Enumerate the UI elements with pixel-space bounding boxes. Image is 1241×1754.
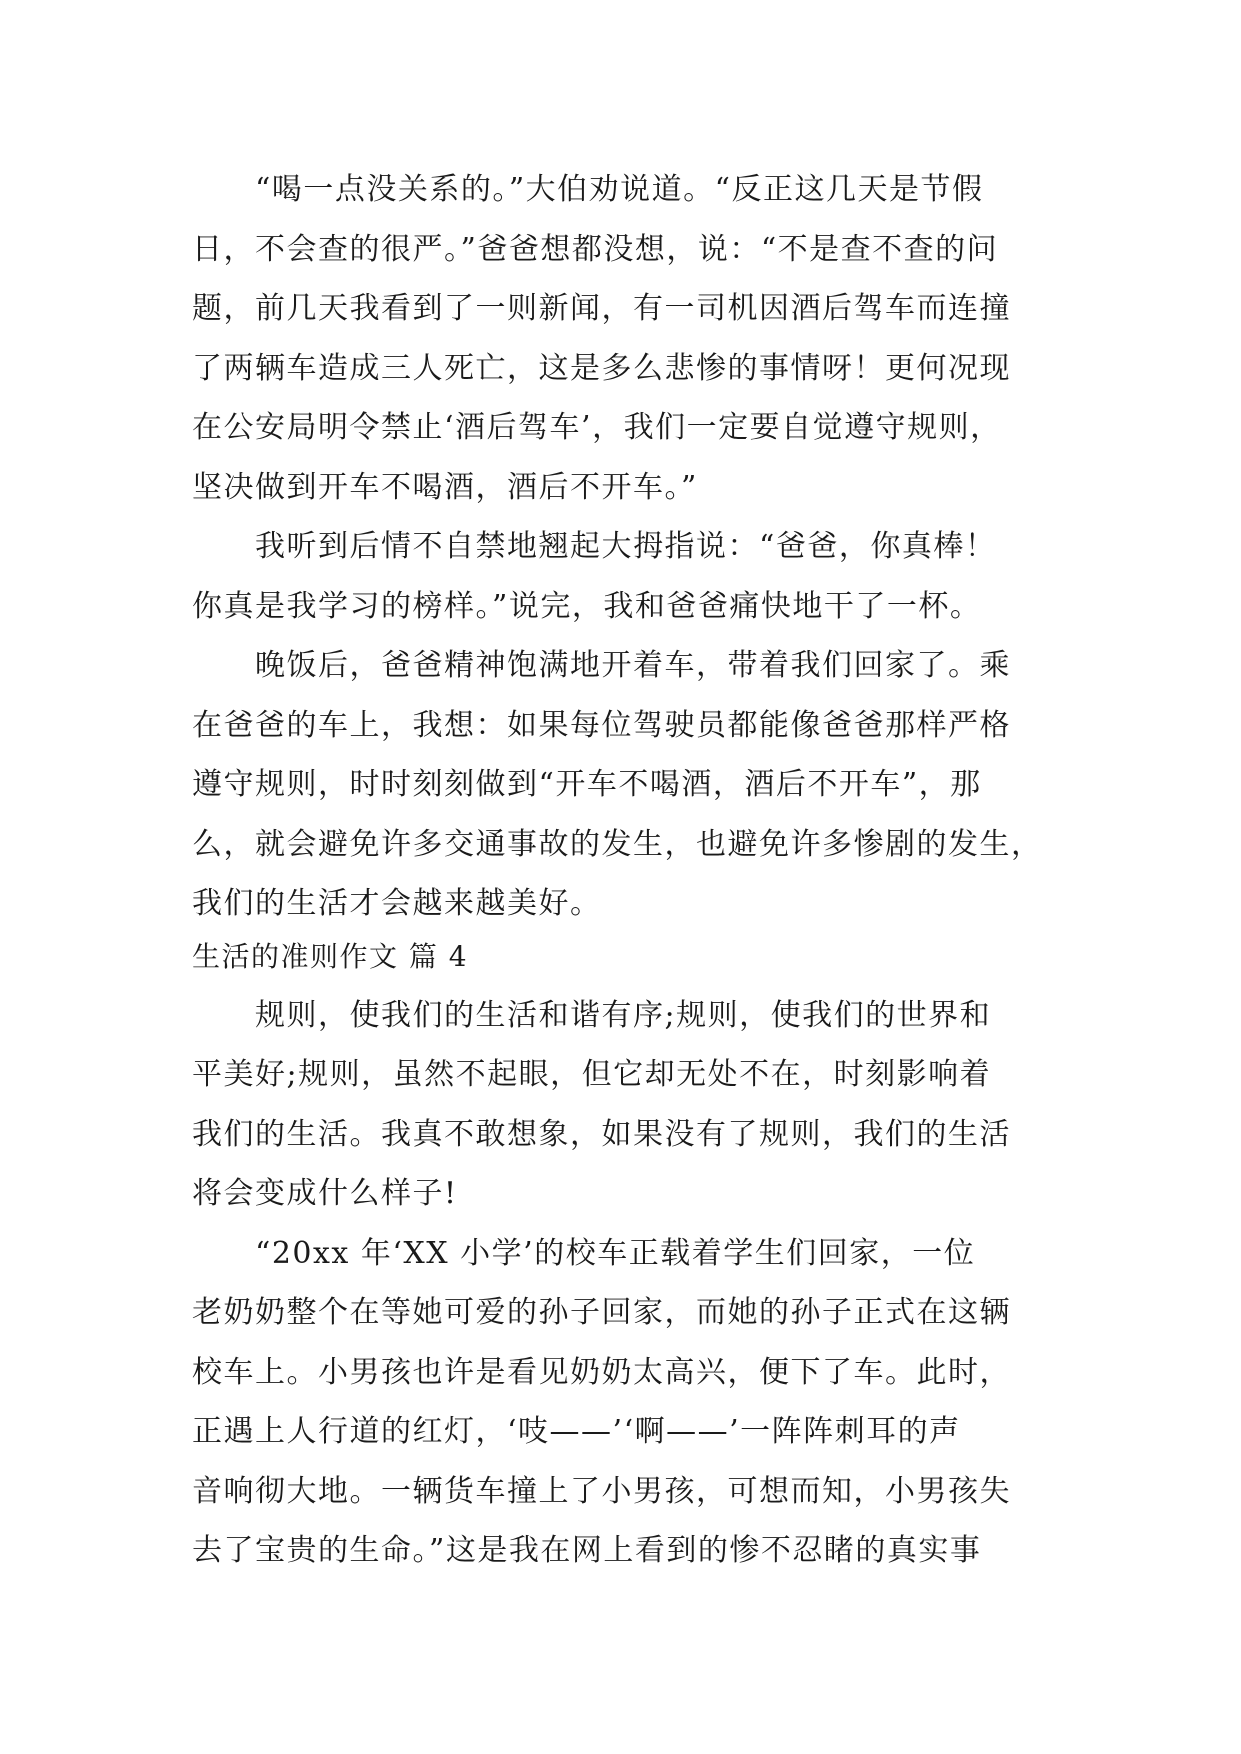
text-line: 在爸爸的车上，我想：如果每位驾驶员都能像爸爸那样严格 [192,707,1011,743]
text-line: 遵守规则，时时刻刻做到“开车不喝酒，酒后不开车”，那 [192,767,982,802]
text-line: 校车上。小男孩也许是看见奶奶太高兴，便下了车。此时， [192,1354,1011,1390]
text-line: 规则，使我们的生活和谐有序;规则，使我们的世界和 [255,997,992,1033]
paragraph [192,517,1054,636]
section-heading: 生活的准则作文 篇 4 [192,939,469,973]
text-line: 去了宝贵的生命。”这是我在网上看到的惨不忍睹的真实事 [192,1533,982,1568]
paragraph [192,636,1054,934]
text-line: 题，前几天我看到了一则新闻，有一司机因酒后驾车而连撞 [192,291,1011,326]
text-line: 了两辆车造成三人死亡，这是多么悲惨的事情呀！更何况现 [192,350,1011,386]
document-body [192,160,1054,1581]
text-line: 正遇上人行道的红灯，‘吱——’‘啊——’一阵阵刺耳的声 [192,1414,961,1449]
text-line: 你真是我学习的榜样。”说完，我和爸爸痛快地干了一杯。 [192,588,982,624]
paragraph [192,986,1054,1224]
text-line: 我听到后情不自禁地翘起大拇指说：“爸爸，你真棒！ [255,529,997,564]
text-line: 我们的生活才会越来越美好。 [192,886,602,921]
text-line: 音响彻大地。一辆货车撞上了小男孩，可想而知，小男孩失 [192,1473,1011,1509]
text-line: “喝一点没关系的。”大伯劝说道。“反正这几天是节假 [255,172,984,207]
text-line: “20xx 年‘XX 小学’的校车正载着学生们回家，一位 [255,1235,976,1271]
text-line: 在公安局明令禁止‘酒后驾车’，我们一定要自觉遵守规则， [192,410,1002,445]
text-line: 晚饭后，爸爸精神饱满地开着车，带着我们回家了。乘 [255,648,1011,683]
text-line: 老奶奶整个在等她可爱的孙子回家，而她的孙子正式在这辆 [192,1295,1011,1330]
paragraph [192,160,1054,517]
text-line: 日，不会查的很严。”爸爸想都没想，说：“不是查不查的问 [192,231,999,267]
text-line: 将会变成什么样子! [192,1176,458,1211]
text-line: 么，就会避免许多交通事故的发生，也避免许多惨剧的发生， [192,826,1043,862]
paragraph [192,1224,1054,1581]
text-line: 坚决做到开车不喝酒，酒后不开车。” [192,469,698,505]
text-line: 平美好;规则，虽然不起眼，但它却无处不在，时刻影响着 [192,1057,992,1092]
text-line: 我们的生活。我真不敢想象，如果没有了规则，我们的生活 [192,1116,1011,1152]
